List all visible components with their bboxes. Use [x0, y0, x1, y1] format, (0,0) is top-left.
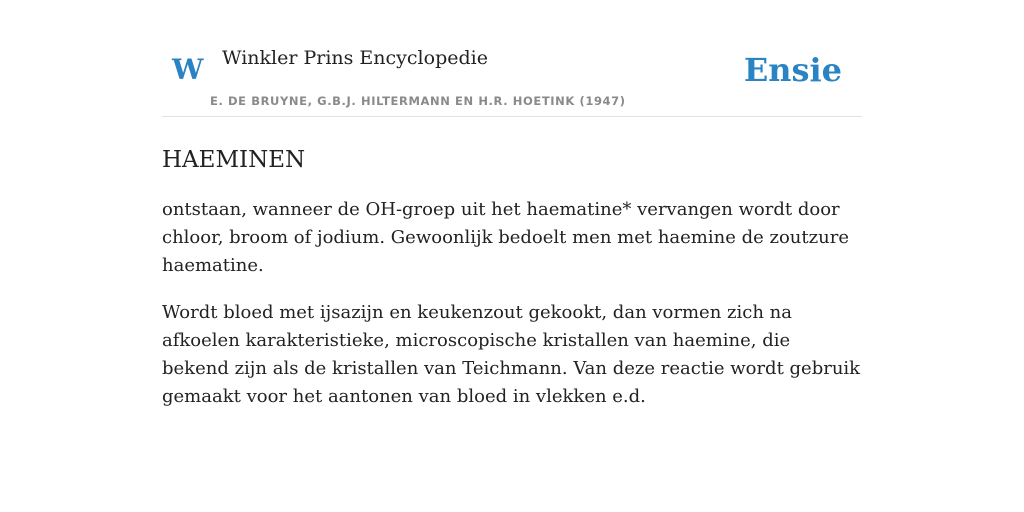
book-authors: E. DE BRUYNE, G.B.J. HILTERMANN EN H.R. HOETINK (1947)	[210, 94, 626, 108]
article-paragraph: ontstaan, wanneer de OH-groep uit het haematine* vervangen wordt door chloor, broom of jodium. Gewoonlijk bedoelt men met haemine de zoutzure haematine.	[162, 199, 849, 276]
header	[162, 0, 862, 117]
page	[162, 0, 862, 411]
ensie-logo[interactable]: Ensie	[743, 51, 842, 89]
article	[162, 144, 862, 411]
article-paragraph: Wordt bloed met ijsazijn en keukenzout gekookt, dan vormen zich na afkoelen karakteristieke, microscopische kristallen van haemine, die bekend zijn als de kristallen van Teichmann. Van deze reactie wordt gebruik gemaakt voor het aantonen van bloed in vlekken e.d.	[162, 302, 861, 407]
winkler-prins-logo[interactable]: W	[172, 53, 204, 86]
book-title[interactable]: Winkler Prins Encyclopedie	[222, 47, 488, 69]
article-title: HAEMINEN	[162, 147, 306, 173]
